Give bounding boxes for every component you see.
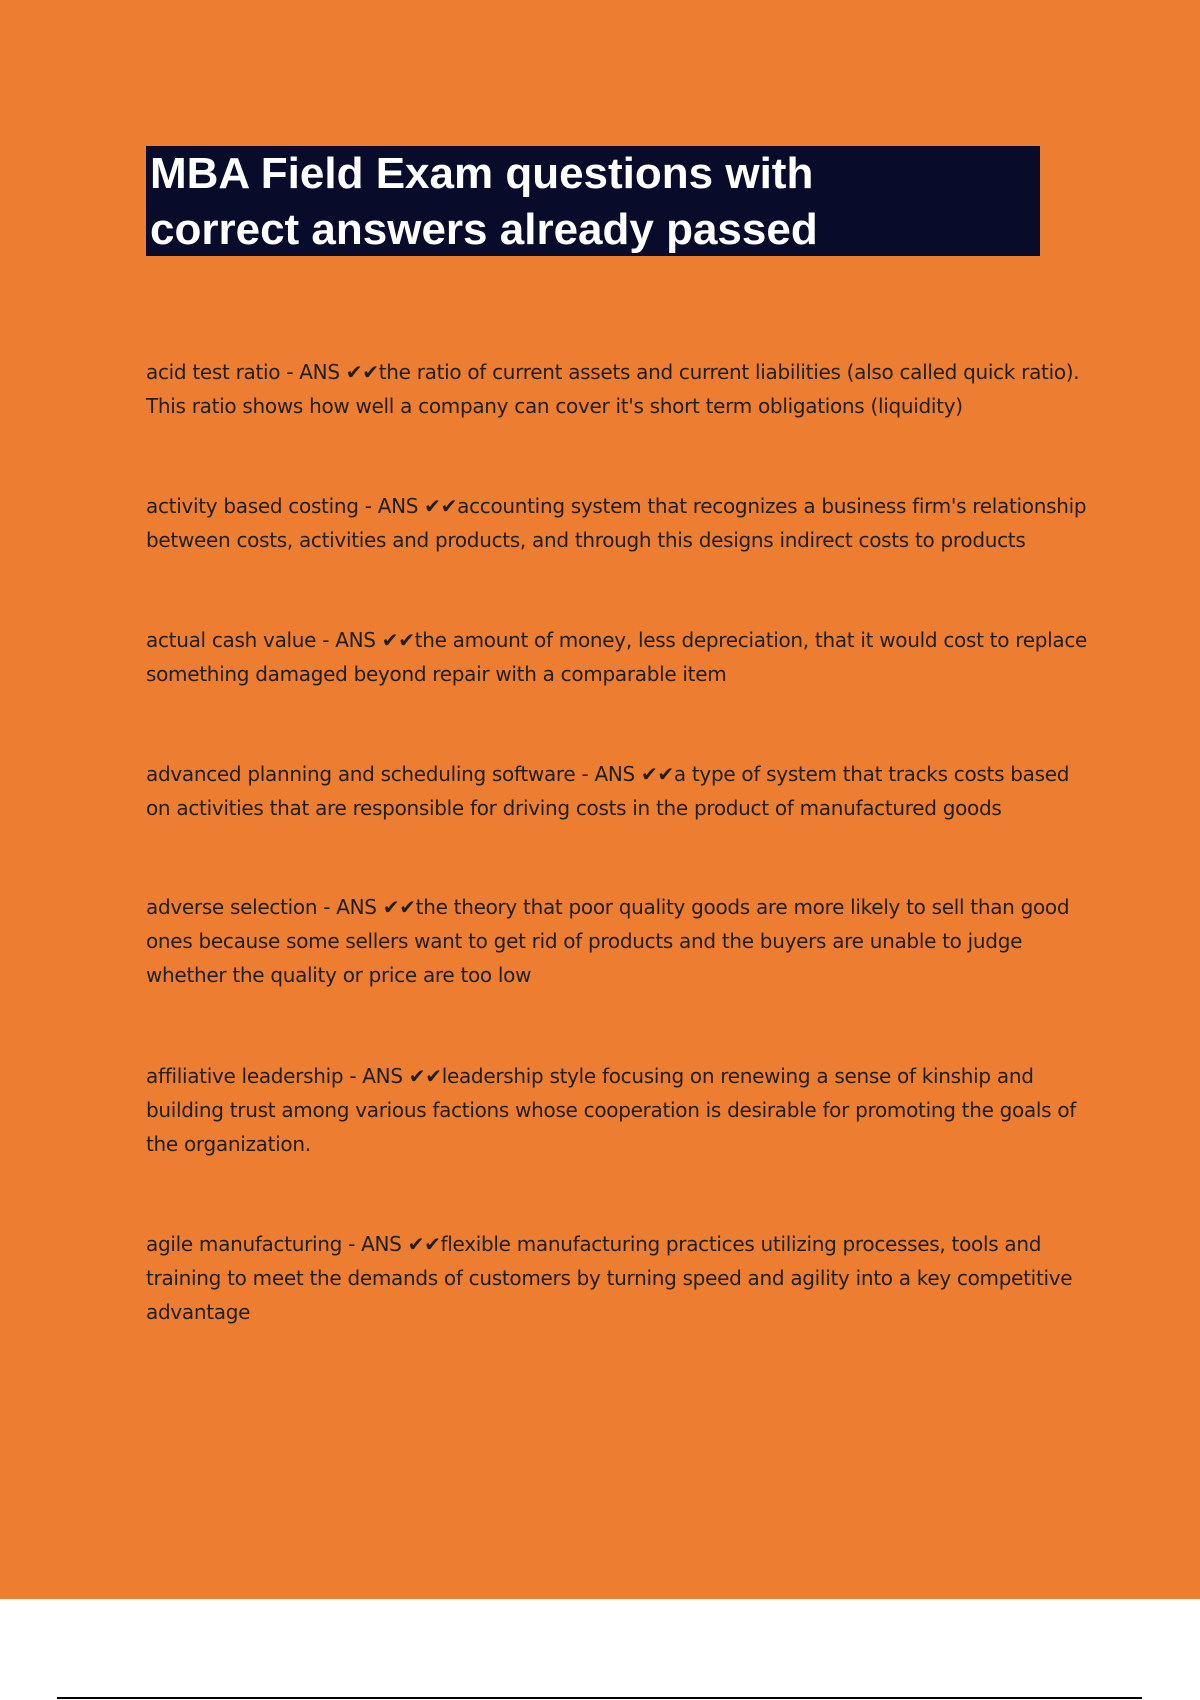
answer-marker: ANS ✔✔ <box>362 1064 442 1088</box>
entry-definition: a type of system that tracks costs based on activities that are responsible for driving costs in the product of manufactured goods <box>146 762 1070 820</box>
entry-definition: accounting system that recognizes a business firm's relationship between costs, activities and products, and through this designs indirect costs to products <box>146 494 1087 552</box>
title-line-2: correct answers already passed <box>150 205 818 254</box>
entry-term: adverse selection <box>146 895 318 919</box>
entry-term: agile manufacturing <box>146 1232 343 1256</box>
entry-definition: leadership style focusing on renewing a sense of kinship and building trust among various factions whose cooperation is desirable for promoting the goals of the organization. <box>146 1064 1077 1156</box>
answer-separator: - <box>581 762 589 786</box>
entry-term: activity based costing <box>146 494 359 518</box>
glossary-entry <box>146 757 1096 825</box>
answer-marker: ANS ✔✔ <box>377 494 458 518</box>
entry-term: advanced planning and scheduling software <box>146 762 576 786</box>
document-title <box>146 146 1040 256</box>
glossary-entry <box>146 489 1096 557</box>
answer-separator: - <box>348 1232 356 1256</box>
answer-marker: ANS ✔✔ <box>335 628 415 652</box>
glossary-entry <box>146 1227 1096 1329</box>
entry-term: actual cash value <box>146 628 317 652</box>
glossary-entry <box>146 623 1096 691</box>
answer-separator: - <box>364 494 372 518</box>
entry-definition: the amount of money, less depreciation, that it would cost to replace something damaged beyond repair with a comparable item <box>146 628 1088 686</box>
answer-separator: - <box>323 895 331 919</box>
glossary-entry <box>146 890 1096 992</box>
entry-term: affiliative leadership <box>146 1064 344 1088</box>
entry-definition: flexible manufacturing practices utilizing processes, tools and training to meet the demands of customers by turning speed and agility into a key competitive advantage <box>146 1232 1073 1324</box>
answer-marker: ANS ✔✔ <box>299 360 379 384</box>
entry-definition: the ratio of current assets and current liabilities (also called quick ratio). This ratio shows how well a company can cover it's short term obligations (liquidity) <box>146 360 1080 418</box>
glossary-entry <box>146 1059 1096 1161</box>
answer-separator: - <box>286 360 294 384</box>
answer-marker: ANS ✔✔ <box>336 895 416 919</box>
entry-term: acid test ratio <box>146 360 281 384</box>
answer-marker: ANS ✔✔ <box>361 1232 441 1256</box>
answer-marker: ANS ✔✔ <box>594 762 674 786</box>
answer-separator: - <box>349 1064 357 1088</box>
title-line-1: MBA Field Exam questions with <box>150 149 814 198</box>
entry-definition: the theory that poor quality goods are more likely to sell than good ones because some sellers want to get rid of products and the buyers are unable to judge whether the quality or price are too low <box>146 895 1070 987</box>
glossary-entry <box>146 355 1096 423</box>
footer-divider <box>57 1697 1142 1699</box>
answer-separator: - <box>322 628 330 652</box>
